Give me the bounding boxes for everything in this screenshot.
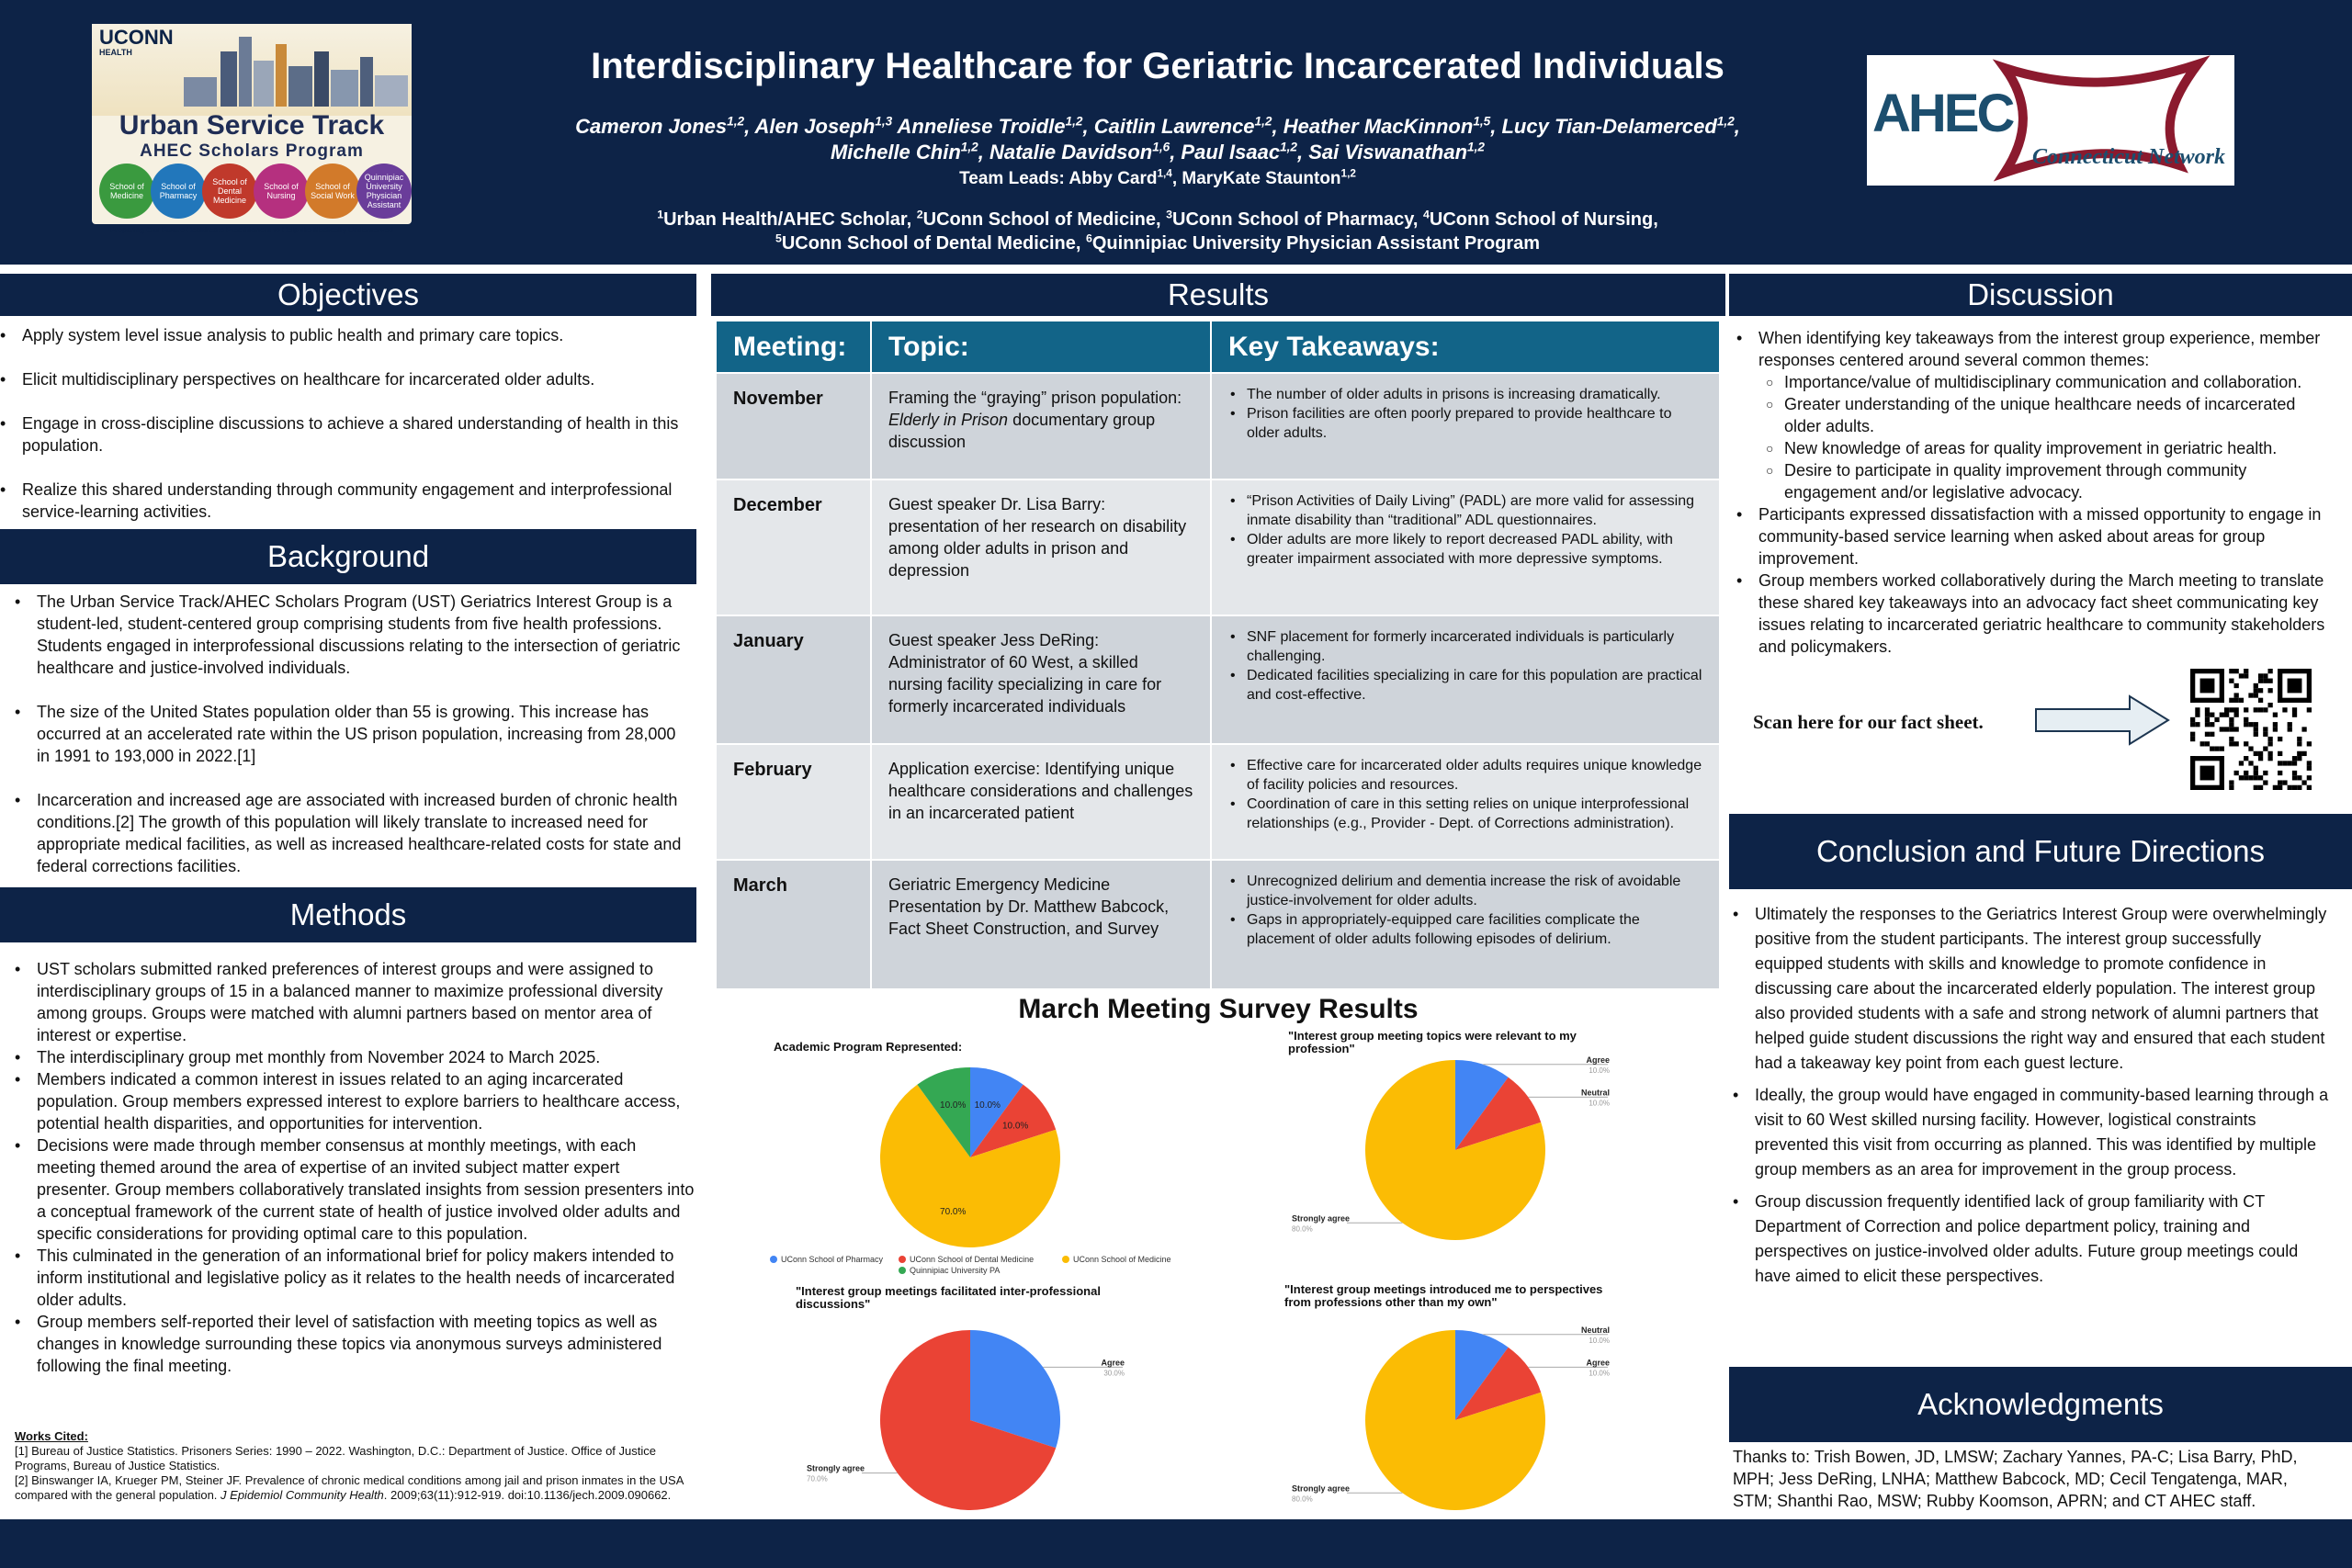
list-item: • The size of the United States population older than 55 is growing. This increase has occurred at an accelerated rate within the US prison population, increasing from 28,000 in 1991 to 193,000 in 2022.[1] <box>15 701 691 767</box>
author-name: Team Leads: Abby Card <box>959 169 1158 188</box>
reference-2-journal: J Epidemiol Community Health <box>220 1488 384 1502</box>
results-heading: Results <box>711 274 1725 316</box>
affiliation-name: UConn School of Medicine, <box>922 209 1167 230</box>
author-name: Michelle Chin <box>830 141 961 164</box>
meeting-month: March <box>717 860 871 988</box>
reference-2-text: [2] Binswanger IA, Krueger PM, Steiner JF. Prevalence of chronic medical conditions among jail and prison inmates in the USA compared with the general population. <box>15 1473 684 1502</box>
list-item: • UST scholars submitted ranked preferences of interest groups and were assigned to interdisciplinary groups of 15 in a balanced manner to maximize professional diversity among groups. Groups were matched with alumni partners based on mentor area of interest or expertise. <box>15 958 695 1046</box>
table-row <box>717 479 1720 615</box>
key-takeaways <box>1211 860 1720 988</box>
survey-pie-charts <box>713 1029 1724 1552</box>
list-item: • Group members self-reported their level of satisfaction with meeting topics as well as changes in knowledge surrounding these topics via anonymous surveys administered following the final meeting. <box>15 1311 695 1377</box>
list-item: • Members indicated a common interest in issues related to an aging incarcerated population. Group members expressed interest to explore barriers to healthcare access, potential health disparities, and opportunities for intervention. <box>15 1068 695 1134</box>
slice-name-label: Neutral <box>1580 1325 1610 1335</box>
objectives-list <box>0 324 691 523</box>
health-wordmark: HEALTH <box>99 48 132 57</box>
affiliation-number: 1,2 <box>1340 167 1356 180</box>
meeting-topic <box>871 615 1211 744</box>
affiliation-name: UConn School of Nursing, <box>1429 209 1658 230</box>
legend-swatch <box>1062 1256 1069 1263</box>
meeting-month: December <box>717 479 871 615</box>
table-row <box>717 615 1720 744</box>
list-item: • Ideally, the group would have engaged in community-based learning through a visit to 60 West skilled nursing facility. However, logistical constraints prevented this visit from occurring as planned. This was identified by multiple group members as an area for improvement in the group process. <box>1733 1083 2330 1182</box>
meeting-topic <box>871 860 1211 988</box>
affiliation-number: 1,2 <box>1716 114 1735 129</box>
slice-percent-label: 10.0% <box>940 1100 967 1111</box>
methods-heading: Methods <box>0 887 696 942</box>
affiliation-name: Quinnipiac University Physician Assistant Program <box>1091 233 1541 254</box>
slice-name-label: Neutral <box>1580 1088 1610 1098</box>
list-item: • This culminated in the generation of an informational brief for policy makers intended to inform institutional and legislative policy as it relates to the health needs of incarcerated older adults. <box>15 1245 695 1311</box>
list-item: ○ Importance/value of multidisciplinary communication and collaboration. <box>1758 371 2334 393</box>
discussion-heading: Discussion <box>1729 274 2352 316</box>
author-name: , Paul Isaac <box>1170 141 1281 164</box>
list-item: • “Prison Activities of Daily Living” (PADL) are more valid for assessing inmate disability than “traditional” ADL questionnaires. <box>1228 491 1702 530</box>
list-item: • Ultimately the responses to the Geriatrics Interest Group were overwhelmingly positive from the student participants. The interest group successfully equipped students with skills and knowledge to promote confidence in discussing care about the incarcerated elderly population. The interest group also provided students with a safe and strong network of alumni partners that helped guide student discussions the right way and ensured that each student had a takeaway key point from each guest lecture. <box>1733 902 2330 1076</box>
key-takeaways <box>1211 744 1720 860</box>
legend-swatch <box>770 1256 777 1263</box>
slice-percent-label: 10.0% <box>1589 1336 1610 1345</box>
methods-list <box>15 958 695 1377</box>
key-takeaways <box>1211 479 1720 615</box>
list-item: • Gaps in appropriately-equipped care facilities complicate the placement of older adults following episodes of delirium. <box>1228 910 1702 949</box>
slice-percent-label: 30.0% <box>1103 1369 1125 1378</box>
discussion-item-1: When identifying key takeaways from the interest group experience, member responses centered around several common themes: <box>1758 329 2321 369</box>
affiliation-number: 1,2 <box>1280 140 1298 154</box>
uconn-wordmark: UCONN <box>99 26 174 49</box>
list-item: • Dedicated facilities specializing in care for this population are practical and cost-effective. <box>1228 666 1702 705</box>
affiliation-number: 1,2 <box>1467 140 1485 154</box>
affiliation-number: 1,2 <box>960 140 978 154</box>
qr-code-icon[interactable] <box>2190 669 2312 790</box>
slice-name-label: Agree <box>1101 1358 1125 1368</box>
column-header-topic: Topic: <box>871 321 1211 373</box>
affiliation-number: 1,6 <box>1152 140 1170 154</box>
list-item: • Participants expressed dissatisfaction with a missed opportunity to engage in community-based service learning when asked about areas for group improvement. <box>1736 503 2334 570</box>
list-item: • Group members worked collaboratively during the March meeting to translate these shared key takeaways into an advocacy fact sheet communicating key issues relating to incarcerated geriatric healthcare to community stakeholders and policymakers. <box>1736 570 2334 658</box>
legend-entry: UConn School of Medicine <box>1073 1255 1171 1264</box>
affiliation-line-2 <box>432 231 1883 255</box>
conclusion-list <box>1733 902 2330 1289</box>
survey-title: March Meeting Survey Results <box>1018 994 1419 1024</box>
list-item: • Decisions were made through member consensus at monthly meetings, with each meeting themed around the area of expertise of an invited subject matter expert presenter. Group members collaboratively translated insights from session presenters into a conceptual framework of the current state of health of justice involved older adults and specific considerations for providing optimal care to this population. <box>15 1134 695 1245</box>
meeting-topic <box>871 373 1211 479</box>
conclusion-heading: Conclusion and Future Directions <box>1729 814 2352 889</box>
affiliation-number: 1,2 <box>727 114 745 129</box>
table-row <box>717 373 1720 479</box>
ahec-connecticut-logo <box>1867 55 2234 186</box>
slice-name-label: Strongly agree <box>807 1463 865 1473</box>
author-name: Anneliese Troidle <box>892 115 1066 138</box>
affiliation-name: UConn School of Dental Medicine, <box>781 233 1086 254</box>
list-item: • Prison facilities are often poorly prepared to provide healthcare to older adults. <box>1228 404 1702 443</box>
table-row <box>717 860 1720 988</box>
slice-percent-label: 10.0% <box>1589 1099 1610 1108</box>
logo-tagline: Preparing Our Future Healthcare Practitioners to Help the Medically Underserved <box>109 226 394 234</box>
meeting-month: January <box>717 615 871 744</box>
topic-text: Application exercise: Identifying unique healthcare considerations and challenges in an incarcerated patient <box>888 760 1193 822</box>
pie-title: Academic Program Represented: <box>774 1040 963 1054</box>
affiliation-line-1 <box>432 208 1883 231</box>
slice-name-label: Agree <box>1586 1055 1610 1065</box>
list-item: ○ Greater understanding of the unique healthcare needs of incarcerated older adults. <box>1758 393 2334 437</box>
list-item: • Elicit multidisciplinary perspectives on healthcare for incarcerated older adults. <box>0 368 691 390</box>
affiliation-number: 2 <box>916 208 923 221</box>
list-item: • Unrecognized delirium and dementia increase the risk of avoidable justice-involvement for older adults. <box>1228 872 1702 910</box>
list-item: • The number of older adults in prisons is increasing dramatically. <box>1228 385 1702 404</box>
author-list <box>432 114 1883 165</box>
school-circle: School of Medicine <box>99 164 154 219</box>
legend-entry: UConn School of Dental Medicine <box>910 1255 1035 1264</box>
background-heading: Background <box>0 529 696 584</box>
topic-text: Framing the “graying” prison population: <box>888 389 1182 407</box>
author-line-1 <box>432 114 1883 140</box>
topic-text: Geriatric Emergency Medicine Presentation by Dr. Matthew Babcock, Fact Sheet Construction, and Survey <box>888 875 1170 938</box>
background-list <box>15 591 691 877</box>
affiliation-number: 3 <box>1166 208 1172 221</box>
affiliation-number: 4 <box>1423 208 1430 221</box>
list-item: ○ New knowledge of areas for quality improvement in geriatric health. <box>1758 437 2334 459</box>
objectives-heading: Objectives <box>0 274 696 316</box>
legend-entry: Quinnipiac University PA <box>910 1266 1001 1275</box>
key-takeaways <box>1211 373 1720 479</box>
list-item <box>1736 327 2334 503</box>
slice-percent-label: 70.0% <box>940 1206 967 1217</box>
slice-percent-label: 10.0% <box>1589 1066 1610 1075</box>
list-item: • Effective care for incarcerated older adults requires unique knowledge of facility policies and resources. <box>1228 756 1702 795</box>
affiliation-number: 1,3 <box>875 114 893 129</box>
affiliations <box>432 208 1883 255</box>
author-name: , Caitlin Lawrence <box>1082 115 1255 138</box>
meeting-month: November <box>717 373 871 479</box>
slice-name-label: Agree <box>1586 1358 1610 1368</box>
school-circles <box>97 164 410 228</box>
slice-name-label: Strongly agree <box>1292 1213 1351 1224</box>
author-name: , <box>1734 115 1740 138</box>
list-item: • Older adults are more likely to report decreased PADL ability, with greater impairment associated with more depressive symptoms. <box>1228 530 1702 569</box>
poster-footer <box>0 1519 2352 1568</box>
table-row <box>717 744 1720 860</box>
reference-2-citation: . 2009;63(11):912-919. doi:10.1136/jech.2009.090662. <box>383 1488 672 1502</box>
affiliation-number: 6 <box>1085 231 1092 245</box>
author-name: Cameron Jones <box>575 115 728 138</box>
author-name: , Sai Viswanathan <box>1297 141 1468 164</box>
slice-percent-label: 10.0% <box>1001 1121 1029 1132</box>
meeting-topic <box>871 479 1211 615</box>
slice-percent-label: 80.0% <box>1292 1495 1313 1504</box>
author-name: , Heather MacKinnon <box>1272 115 1474 138</box>
affiliation-number: 5 <box>775 231 782 245</box>
ust-wordmark: Urban Service Track <box>119 110 385 141</box>
ahec-logo-text: AHEC <box>1872 84 2013 143</box>
school-circle: School of Dental Medicine <box>202 164 257 219</box>
pie-title: "Interest group meetings facilitated inter-professional discussions" <box>796 1284 1101 1311</box>
acknowledgments-text: Thanks to: Trish Bowen, JD, LMSW; Zachary Yannes, PA-C; Lisa Barry, PhD, MPH; Jess DeRing, LNHA; Matthew Babcock, MD; Cecil Tengatenga, MAR, STM; Shanthi Rao, MSW; Rubby Koomson, APRN; and CT AHEC staff. <box>1733 1448 2298 1510</box>
acknowledgments-heading: Acknowledgments <box>1729 1367 2352 1442</box>
slice-percent-label: 10.0% <box>1589 1369 1610 1378</box>
column-header-meeting: Meeting: <box>717 321 871 373</box>
list-item: • SNF placement for formerly incarcerated individuals is particularly challenging. <box>1228 627 1702 666</box>
school-circle: School of Nursing <box>254 164 309 219</box>
list-item: ○ Desire to participate in quality improvement through community engagement and/or legislative advocacy. <box>1758 459 2334 503</box>
list-item: • Engage in cross-discipline discussions to achieve a shared understanding of health in this population. <box>0 412 691 457</box>
reference-2 <box>15 1473 696 1503</box>
table-header-row <box>717 321 1720 373</box>
slice-percent-label: 10.0% <box>974 1100 1001 1111</box>
author-name: , Lucy Tian-Delamerced <box>1490 115 1717 138</box>
meeting-topic <box>871 744 1211 860</box>
pie-title: "Interest group meetings introduced me to perspectives from professions other than my own" <box>1284 1282 1603 1309</box>
school-circle: Quinnipiac University Physician Assistant <box>356 164 412 219</box>
author-name: , Natalie Davidson <box>978 141 1153 164</box>
affiliation-number: 1,2 <box>1065 114 1083 129</box>
slice-percent-label: 80.0% <box>1292 1224 1313 1234</box>
affiliation-number: 1 <box>657 208 664 221</box>
list-item: • The interdisciplinary group met monthly from November 2024 to March 2025. <box>15 1046 695 1068</box>
ust-ahec-logo <box>92 24 412 234</box>
list-item: • The Urban Service Track/AHEC Scholars Program (UST) Geriatrics Interest Group is a student-led, student-centered group comprising students from five health professions. Students engaged in interprofessional discussions relating to the intersection of geriatric healthcare and justice-involved individuals. <box>15 591 691 679</box>
affiliation-number: 1,2 <box>1254 114 1272 129</box>
reference-1: [1] Bureau of Justice Statistics. Prisoners Series: 1990 – 2022. Washington, D.C.: Department of Justice. Office of Justice Programs, Bureau of Justice Statistics. <box>15 1444 656 1472</box>
list-item: • Apply system level issue analysis to public health and primary care topics. <box>0 324 691 346</box>
scan-instruction: Scan here for our fact sheet. <box>1753 711 1984 733</box>
meeting-month: February <box>717 744 871 860</box>
slice-percent-label: 70.0% <box>807 1474 828 1483</box>
connecticut-network-text: Connecticut Network <box>2032 145 2226 169</box>
key-takeaways <box>1211 615 1720 744</box>
list-item: • Realize this shared understanding through community engagement and interprofessional service-learning activities. <box>0 479 691 523</box>
arrow-right-icon <box>2034 694 2170 746</box>
results-table <box>717 321 1721 988</box>
affiliation-number: 1,5 <box>1473 114 1491 129</box>
affiliation-name: UConn School of Pharmacy, <box>1172 209 1423 230</box>
legend-swatch <box>899 1256 906 1263</box>
topic-text: Guest speaker Jess DeRing: Administrator of 60 West, a skilled nursing facility specializing in care for formerly incarcerated individuals <box>888 631 1162 716</box>
affiliation-name: Urban Health/AHEC Scholar, <box>663 209 917 230</box>
topic-italic: Elderly in Prison <box>888 411 1009 429</box>
pie-title: "Interest group meeting topics were relevant to my profession" <box>1288 1029 1577 1055</box>
column-header-takeaways: Key Takeaways: <box>1211 321 1720 373</box>
poster-header <box>0 0 2352 265</box>
team-leads <box>432 169 1883 189</box>
discussion-list <box>1736 327 2334 658</box>
list-item: • Incarceration and increased age are associated with increased burden of chronic health conditions.[2] The growth of this population will likely translate to increased need for appropriate medical facilities, as well as increased healthcare-related costs for state and federal corrections facilities. <box>15 789 691 877</box>
slice-name-label: Strongly agree <box>1292 1483 1351 1494</box>
author-name: , Alen Joseph <box>744 115 876 138</box>
topic-text: Guest speaker Dr. Lisa Barry: presentation of her research on disability among older adults in prison and depression <box>888 495 1187 580</box>
list-item: • Coordination of care in this setting relies on unique interprofessional relationships (e.g., Provider - Dept. of Corrections administration). <box>1228 795 1702 833</box>
ahec-scholars-wordmark: AHEC Scholars Program <box>140 141 364 161</box>
author-line-2 <box>432 140 1883 165</box>
school-circle: School of Pharmacy <box>151 164 206 219</box>
author-name: , MaryKate Staunton <box>1171 169 1341 188</box>
list-item: • Group discussion frequently identified lack of group familiarity with CT Department of Correction and police department policy, training and perspectives on justice-involved older adults. Future group meetings could have aimed to elicit these perspectives. <box>1733 1190 2330 1289</box>
works-cited-title: Works Cited: <box>15 1429 88 1443</box>
affiliation-number: 1,4 <box>1157 167 1172 180</box>
topic-text: documentary group discussion <box>888 411 1156 451</box>
poster-title: Interdisciplinary Healthcare for Geriatric Incarcerated Individuals <box>591 46 1724 86</box>
works-cited <box>15 1429 696 1503</box>
legend-swatch <box>899 1267 906 1274</box>
legend-entry: UConn School of Pharmacy <box>781 1255 884 1264</box>
discussion-sublist <box>1758 371 2334 503</box>
school-circle: School of Social Work <box>305 164 360 219</box>
